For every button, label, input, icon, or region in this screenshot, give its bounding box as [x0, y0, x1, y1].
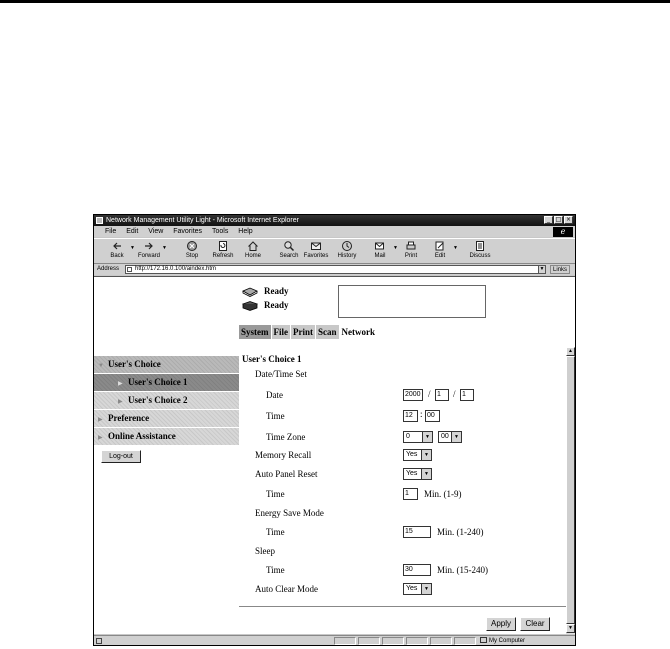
title-bar[interactable] — [94, 215, 575, 226]
refresh-button[interactable]: Refresh — [208, 240, 238, 259]
time-hour-input[interactable]: 12 — [403, 410, 418, 422]
date-label: Date — [266, 390, 283, 400]
discuss-icon — [474, 240, 486, 252]
clear-button[interactable]: Clear — [520, 617, 550, 631]
sidebar-item-online-assistance[interactable]: ▶ Online Assistance — [94, 428, 239, 445]
browser-window — [93, 214, 576, 646]
tab-system[interactable]: System — [241, 327, 269, 337]
sidebar-item-users-choice[interactable]: ▼ User's Choice — [94, 356, 239, 373]
close-button[interactable]: × — [565, 216, 572, 223]
maximize-button[interactable]: □ — [555, 216, 562, 223]
chevron-down-icon: ▼ — [421, 584, 431, 594]
auto-panel-reset-label: Auto Panel Reset — [255, 469, 318, 479]
esm-time-input[interactable]: 15 — [403, 526, 431, 538]
printer-status-icon — [242, 300, 258, 311]
edit-icon — [434, 240, 446, 252]
address-bar — [94, 264, 575, 275]
ie-logo-icon: e — [553, 227, 573, 237]
page-done-icon — [96, 638, 102, 644]
memory-recall-label: Memory Recall — [255, 450, 312, 460]
auto-panel-reset-select[interactable]: Yes ▼ — [403, 468, 432, 480]
tab-network[interactable]: Network — [341, 327, 376, 337]
page-top-rule — [0, 0, 670, 3]
sleep-time-input[interactable]: 30 — [403, 564, 431, 576]
apply-button[interactable]: Apply — [486, 617, 516, 631]
sidebar-item-users-choice-2[interactable]: ▶ User's Choice 2 — [94, 392, 239, 409]
back-arrow-icon — [111, 240, 123, 252]
forward-button[interactable]: Forward ▼ — [134, 240, 164, 259]
back-button[interactable]: Back ▼ — [102, 240, 132, 259]
auto-clear-label: Auto Clear Mode — [255, 584, 318, 594]
favorites-icon — [310, 240, 322, 252]
browser-toolbar — [94, 238, 575, 264]
menu-favorites[interactable]: Favorites — [173, 228, 203, 235]
time-separator: : — [420, 409, 423, 419]
discuss-button[interactable]: Discuss — [465, 240, 495, 259]
home-button[interactable]: Home — [238, 240, 268, 259]
date-separator-1: / — [428, 389, 431, 399]
form-divider — [239, 606, 566, 608]
menu-help[interactable]: Help — [238, 228, 253, 235]
date-year-input[interactable]: 2000 — [403, 389, 423, 401]
function-tabs — [239, 325, 378, 339]
refresh-icon — [217, 240, 229, 252]
mail-button[interactable]: Mail ▼ — [365, 240, 395, 259]
menu-edit[interactable]: Edit — [126, 228, 139, 235]
apr-time-label: Time — [266, 489, 285, 499]
chevron-down-icon: ▼ — [421, 450, 431, 460]
chevron-right-icon: ▶ — [118, 381, 123, 387]
tab-file[interactable]: File — [273, 327, 288, 337]
tab-print[interactable]: Print — [293, 327, 313, 337]
apr-time-input[interactable]: 1 — [403, 488, 418, 500]
datetime-set-label: Date/Time Set — [255, 369, 307, 379]
chevron-right-icon: ▶ — [98, 435, 103, 441]
window-controls — [544, 216, 573, 224]
menu-tools[interactable]: Tools — [212, 228, 229, 235]
logout-button[interactable]: Log-out — [101, 450, 141, 463]
apr-time-unit: Min. (1-9) — [424, 489, 462, 499]
stop-button[interactable]: Stop — [177, 240, 207, 259]
address-url: http://172.16.0.100/aindex.htm — [135, 266, 217, 272]
history-button[interactable]: History — [332, 240, 362, 259]
forward-arrow-icon — [143, 240, 155, 252]
minimize-button[interactable]: _ — [544, 216, 553, 224]
timezone-minute-select[interactable]: 00 ▼ — [438, 431, 462, 443]
history-icon — [341, 240, 353, 252]
timezone-hour-select[interactable]: 0 ▼ — [403, 431, 433, 443]
browser-status-bar — [94, 635, 575, 646]
chevron-right-icon: ▶ — [98, 417, 103, 423]
security-zone: My Computer — [480, 636, 525, 646]
home-icon — [247, 240, 259, 252]
search-icon — [283, 240, 295, 252]
address-input[interactable] — [125, 265, 543, 274]
edit-button[interactable]: Edit ▼ — [425, 240, 455, 259]
status-line-2: Ready — [242, 299, 289, 312]
sidebar-menu — [94, 356, 239, 446]
time-minute-input[interactable]: 00 — [425, 410, 440, 422]
stop-icon — [186, 240, 198, 252]
tab-scan[interactable]: Scan — [318, 327, 337, 337]
date-separator-2: / — [453, 389, 456, 399]
chevron-down-icon: ▼ — [422, 432, 432, 442]
chevron-right-icon: ▶ — [118, 399, 123, 405]
auto-clear-select[interactable]: Yes ▼ — [403, 583, 432, 595]
menu-view[interactable]: View — [148, 228, 164, 235]
scroll-down-button[interactable]: ▼ — [566, 624, 575, 633]
computer-icon — [480, 637, 487, 643]
sleep-time-label: Time — [266, 565, 285, 575]
address-label: Address — [97, 266, 120, 272]
esm-time-unit: Min. (1-240) — [437, 527, 484, 537]
form-heading: User's Choice 1 — [242, 354, 302, 364]
time-label: Time — [266, 411, 285, 421]
timezone-label: Time Zone — [266, 432, 306, 442]
window-title: Network Management Utility Light - Microsoft Internet Explorer — [106, 217, 299, 224]
page-icon — [127, 267, 132, 272]
menu-file[interactable]: File — [105, 228, 117, 235]
links-button[interactable]: Links — [550, 265, 570, 274]
chevron-down-icon: ▼ — [98, 363, 104, 369]
esm-time-label: Time — [266, 527, 285, 537]
vertical-scrollbar[interactable] — [566, 347, 575, 634]
date-month-input[interactable]: 1 — [435, 389, 449, 401]
memory-recall-select[interactable]: Yes ▼ — [403, 449, 432, 461]
copier-icon — [242, 286, 258, 297]
page-content — [94, 276, 575, 634]
sleep-time-unit: Min. (15-240) — [437, 565, 488, 575]
menu-bar — [94, 226, 575, 237]
sleep-label: Sleep — [255, 546, 275, 556]
mail-icon — [374, 240, 386, 252]
address-dropdown-button[interactable]: ▼ — [539, 266, 545, 272]
date-day-input[interactable]: 1 — [460, 389, 474, 401]
energy-save-label: Energy Save Mode — [255, 508, 324, 518]
sidebar-item-preference[interactable]: ▶ Preference — [94, 410, 239, 427]
status-line-1: Ready — [242, 285, 289, 298]
sidebar-item-users-choice-1[interactable]: ▶ User's Choice 1 — [94, 374, 239, 391]
chevron-down-icon: ▼ — [421, 469, 431, 479]
status-message-box — [338, 285, 486, 318]
print-button[interactable]: Print — [396, 240, 426, 259]
favorites-button[interactable]: Favorites — [301, 240, 331, 259]
chevron-down-icon: ▼ — [451, 432, 461, 442]
search-button[interactable]: Search — [274, 240, 304, 259]
ie-window-icon — [96, 217, 103, 224]
printer-icon — [405, 240, 417, 252]
scroll-thumb[interactable] — [566, 356, 575, 624]
scroll-up-button[interactable]: ▲ — [566, 347, 575, 356]
